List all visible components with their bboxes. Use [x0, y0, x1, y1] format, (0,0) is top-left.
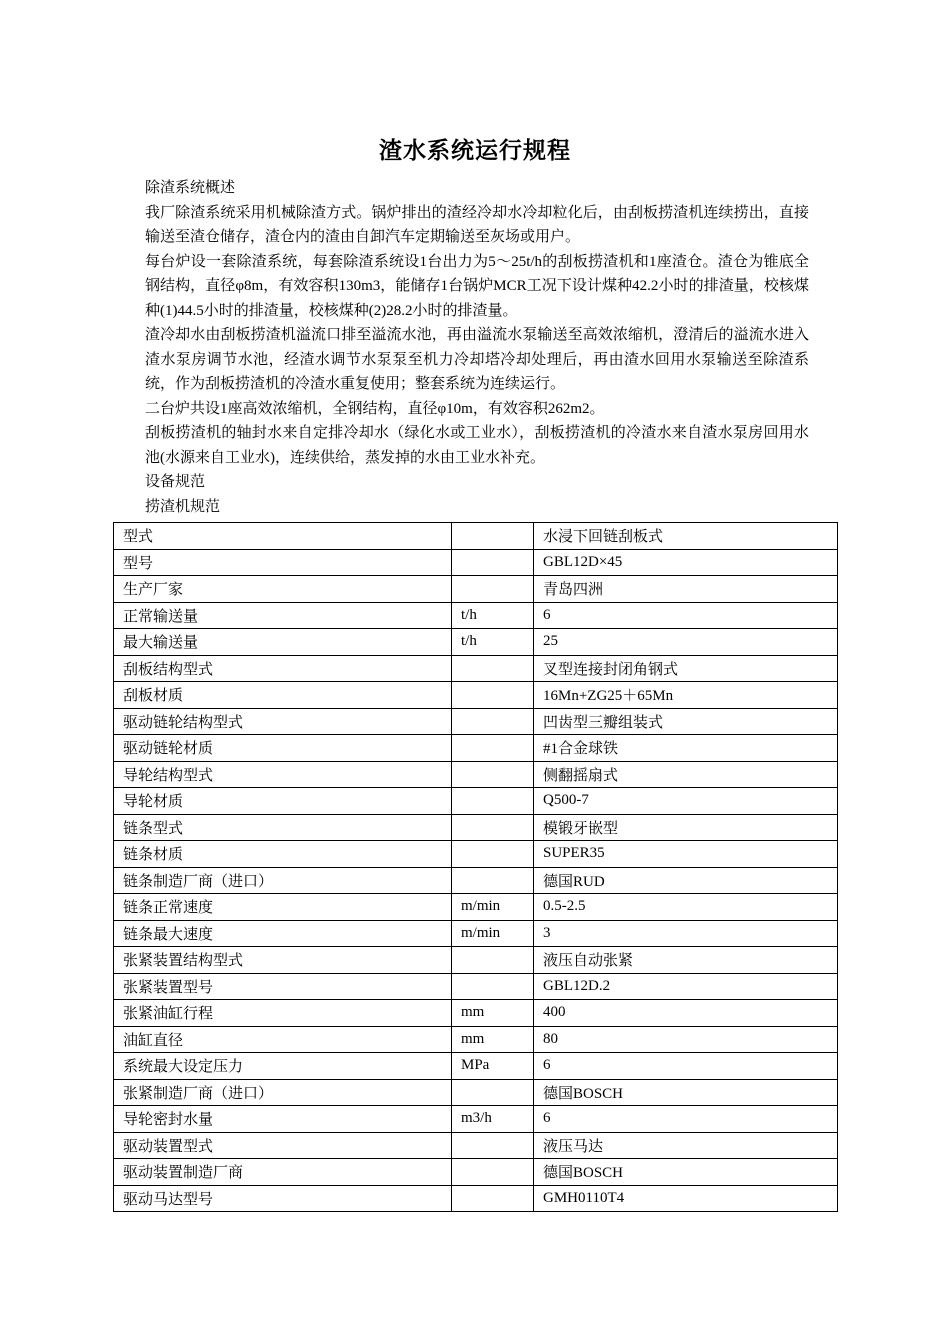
- table-row: [114, 761, 838, 788]
- param-cell: 导轮结构型式: [114, 761, 452, 788]
- param-cell: 链条正常速度: [114, 894, 452, 921]
- spec-table: [113, 522, 838, 1212]
- paragraph: 二台炉共设1座高效浓缩机，全钢结构，直径φ10m，有效容积262m2。: [145, 400, 605, 417]
- value-cell: 6: [534, 602, 838, 629]
- value-cell: GMH0110T4: [534, 1185, 838, 1212]
- unit-cell: mm: [452, 1000, 534, 1027]
- table-row: [114, 947, 838, 974]
- table-row: [114, 735, 838, 762]
- value-cell: SUPER35: [534, 841, 838, 868]
- unit-cell: [452, 655, 534, 682]
- param-cell: 系统最大设定压力: [114, 1053, 452, 1080]
- param-cell: 油缸直径: [114, 1026, 452, 1053]
- param-cell: 生产厂家: [114, 576, 452, 603]
- unit-cell: m/min: [452, 920, 534, 947]
- unit-cell: m3/h: [452, 1106, 534, 1133]
- unit-cell: mm: [452, 1026, 534, 1053]
- table-row: [114, 602, 838, 629]
- value-cell: 德国RUD: [534, 867, 838, 894]
- param-cell: 刮板结构型式: [114, 655, 452, 682]
- param-cell: 张紧制造厂商（进口）: [114, 1079, 452, 1106]
- table-row: [114, 523, 838, 550]
- table-row: [114, 629, 838, 656]
- value-cell: 模锻牙嵌型: [534, 814, 838, 841]
- value-cell: 水浸下回链刮板式: [534, 523, 838, 550]
- value-cell: GBL12D×45: [534, 549, 838, 576]
- table-row: [114, 1053, 838, 1080]
- param-cell: 链条最大速度: [114, 920, 452, 947]
- table-row: [114, 576, 838, 603]
- value-cell: Q500-7: [534, 788, 838, 815]
- param-cell: 张紧油缸行程: [114, 1000, 452, 1027]
- value-cell: 青岛四洲: [534, 576, 838, 603]
- value-cell: 德国BOSCH: [534, 1159, 838, 1186]
- unit-cell: [452, 788, 534, 815]
- value-cell: 80: [534, 1026, 838, 1053]
- table-row: [114, 894, 838, 921]
- table-row: [114, 867, 838, 894]
- unit-cell: [452, 973, 534, 1000]
- value-cell: GBL12D.2: [534, 973, 838, 1000]
- param-cell: 导轮材质: [114, 788, 452, 815]
- param-cell: 型号: [114, 549, 452, 576]
- table-row: [114, 841, 838, 868]
- param-cell: 驱动马达型号: [114, 1185, 452, 1212]
- paragraph: 我厂除渣系统采用机械除渣方式。锅炉排出的渣经冷却水冷却粒化后，由刮板捞渣机连续捞出，直接输送至渣仓储存，渣仓内的渣由自卸汽车定期输送至灰场或用户。: [145, 204, 809, 245]
- table-row: [114, 1079, 838, 1106]
- table-row: [114, 814, 838, 841]
- table-row: [114, 1026, 838, 1053]
- unit-cell: [452, 576, 534, 603]
- table-row: [114, 1159, 838, 1186]
- param-cell: 正常输送量: [114, 602, 452, 629]
- param-cell: 导轮密封水量: [114, 1106, 452, 1133]
- unit-cell: [452, 735, 534, 762]
- unit-cell: [452, 1159, 534, 1186]
- unit-cell: [452, 814, 534, 841]
- unit-cell: [452, 708, 534, 735]
- unit-cell: MPa: [452, 1053, 534, 1080]
- value-cell: #1合金球铁: [534, 735, 838, 762]
- paragraph: 渣冷却水由刮板捞渣机溢流口排至溢流水池，再由溢流水泵输送至高效浓缩机，澄清后的溢流水进入渣水泵房调节水池，经渣水调节水泵泵至机力冷却塔冷却处理后，再由渣水回用水泵输送至除渣系统，作为刮板捞渣机的冷渣水重复使用；整套系统为连续运行。: [145, 327, 809, 392]
- paragraph: 每台炉设一套除渣系统，每套除渣系统设1台出力为5～25t/h的刮板捞渣机和1座渣仓。渣仓为锥底全钢结构，直径φ8m，有效容积130m3，能储存1台锅炉MCR工况下设计煤种42.2小时的排渣量，校核煤种(1)44.5小时的排渣量，校核煤种(2)28.2小时的排渣量。: [145, 253, 809, 319]
- value-cell: 25: [534, 629, 838, 656]
- value-cell: 液压马达: [534, 1132, 838, 1159]
- param-cell: 链条材质: [114, 841, 452, 868]
- value-cell: 侧翻摇扇式: [534, 761, 838, 788]
- unit-cell: [452, 841, 534, 868]
- table-row: [114, 655, 838, 682]
- value-cell: 3: [534, 920, 838, 947]
- unit-cell: [452, 682, 534, 709]
- table-row: [114, 973, 838, 1000]
- value-cell: 液压自动张紧: [534, 947, 838, 974]
- unit-cell: t/h: [452, 602, 534, 629]
- value-cell: 凹齿型三瓣组装式: [534, 708, 838, 735]
- paragraph: 刮板捞渣机的轴封水来自定排冷却水（绿化水或工业水），刮板捞渣机的冷渣水来自渣水泵房回用水池(水源来自工业水)，连续供给，蒸发掉的水由工业水补充。: [145, 425, 809, 466]
- table-row: [114, 1185, 838, 1212]
- param-cell: 驱动装置制造厂商: [114, 1159, 452, 1186]
- unit-cell: [452, 1079, 534, 1106]
- unit-cell: [452, 947, 534, 974]
- section-heading-overview: 除渣系统概述: [145, 180, 236, 196]
- page-title: 渣水系统运行规程: [379, 138, 571, 164]
- table-row: [114, 920, 838, 947]
- table-row: [114, 1000, 838, 1027]
- value-cell: 16Mn+ZG25＋65Mn: [534, 682, 838, 709]
- table-row: [114, 549, 838, 576]
- unit-cell: [452, 549, 534, 576]
- value-cell: 0.5-2.5: [534, 894, 838, 921]
- unit-cell: t/h: [452, 629, 534, 656]
- spec-table-body: [114, 523, 838, 1212]
- unit-cell: [452, 761, 534, 788]
- param-cell: 驱动链轮结构型式: [114, 708, 452, 735]
- table-row: [114, 682, 838, 709]
- param-cell: 刮板材质: [114, 682, 452, 709]
- table-row: [114, 1132, 838, 1159]
- unit-cell: [452, 867, 534, 894]
- param-cell: 驱动链轮材质: [114, 735, 452, 762]
- param-cell: 张紧装置型号: [114, 973, 452, 1000]
- value-cell: 叉型连接封闭角钢式: [534, 655, 838, 682]
- param-cell: 张紧装置结构型式: [114, 947, 452, 974]
- unit-cell: m/min: [452, 894, 534, 921]
- param-cell: 最大输送量: [114, 629, 452, 656]
- param-cell: 驱动装置型式: [114, 1132, 452, 1159]
- unit-cell: [452, 523, 534, 550]
- table-row: [114, 708, 838, 735]
- table-row: [114, 1106, 838, 1133]
- value-cell: 400: [534, 1000, 838, 1027]
- document-body: [145, 176, 809, 519]
- param-cell: 型式: [114, 523, 452, 550]
- unit-cell: [452, 1185, 534, 1212]
- section-heading-table: 捞渣机规范: [145, 498, 221, 515]
- unit-cell: [452, 1132, 534, 1159]
- value-cell: 德国BOSCH: [534, 1079, 838, 1106]
- value-cell: 6: [534, 1053, 838, 1080]
- param-cell: 链条制造厂商（进口）: [114, 867, 452, 894]
- param-cell: 链条型式: [114, 814, 452, 841]
- table-row: [114, 788, 838, 815]
- value-cell: 6: [534, 1106, 838, 1133]
- section-heading-equipment: 设备规范: [145, 474, 206, 490]
